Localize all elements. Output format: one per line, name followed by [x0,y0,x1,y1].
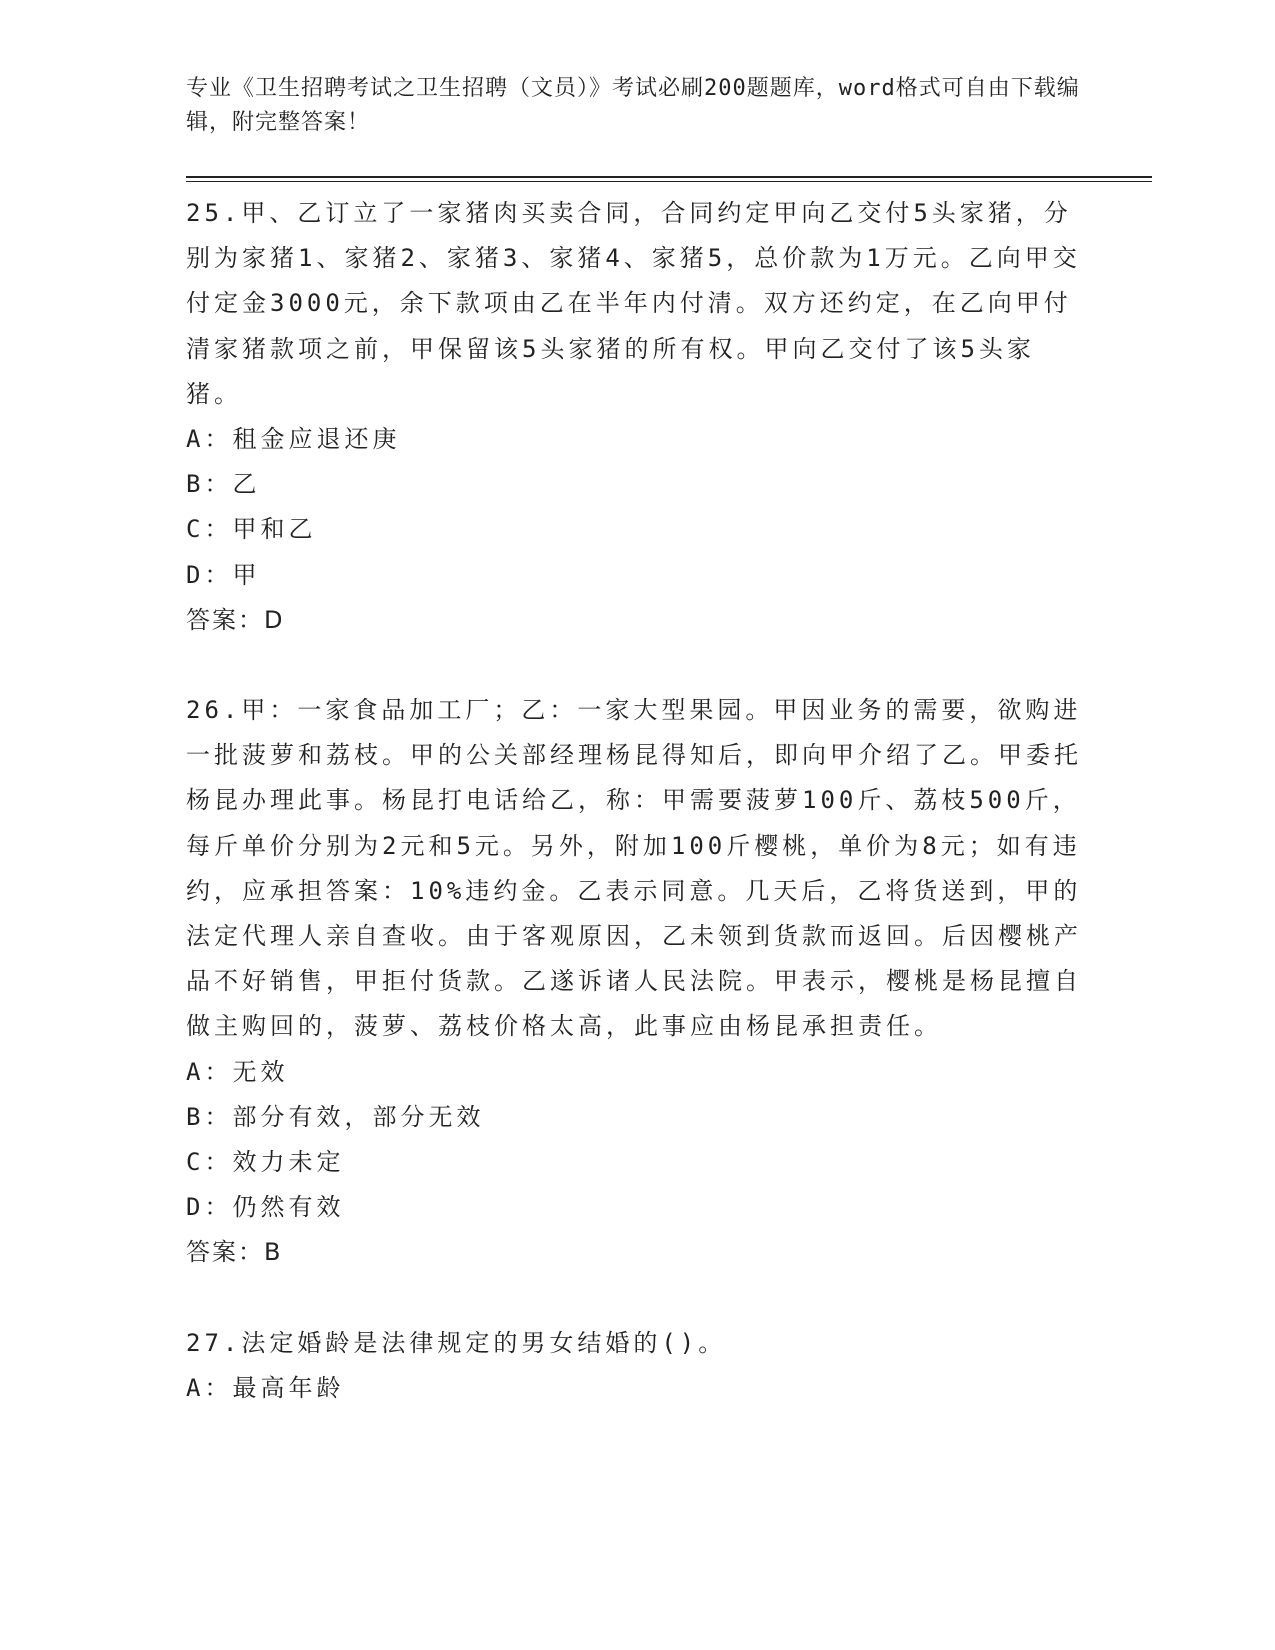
question-27 [186,1321,1086,1411]
option-b: B：乙 [186,470,261,499]
option-c: C：效力未定 [186,1148,345,1177]
question-stem: 25.甲、乙订立了一家猪肉买卖合同，合同约定甲向乙交付5头家猪，分别为家猪1、家猪2、家猪3、家猪4、家猪5，总价款为1万元。乙向甲交付定金3000元，余下款项由乙在半年内付清。双方还约定，在乙向甲付清家猪款项之前，甲保留该5头家猪的所有权。甲向乙交付了该5头家猪。 [186,199,1081,408]
question-26 [186,688,1086,1276]
question-spacer [186,1276,1086,1321]
question-25 [186,191,1086,643]
option-d: D：甲 [186,560,261,589]
option-a: A：租金应退还庚 [186,425,401,454]
answer-line: 答案：B [186,1238,283,1267]
option-d: D：仍然有效 [186,1193,345,1222]
document-header: 专业《卫生招聘考试之卫生招聘（文员）》考试必刷200题题库，word格式可自由下载编辑，附完整答案！ [186,76,1080,135]
question-stem: 27.法定婚龄是法律规定的男女结婚的()。 [186,1328,727,1357]
question-list [186,191,1086,1411]
question-spacer [186,643,1086,688]
header-divider-thick [186,176,1152,178]
question-stem: 26.甲：一家食品加工厂；乙：一家大型果园。甲因业务的需要，欲购进一批菠萝和荔枝。甲的公关部经理杨昆得知后，即向甲介绍了乙。甲委托杨昆办理此事。杨昆打电话给乙，称：甲需要菠萝100斤、荔枝500斤，每斤单价分别为2元和5元。另外，附加100斤樱桃，单价为8元；如有违约，应承担答案：10%违约金。乙表示同意。几天后，乙将货送到，甲的法定代理人亲自查收。由于客观原因，乙未领到货款而返回。后因樱桃产品不好销售，甲拒付货款。乙遂诉诸人民法院。甲表示，樱桃是杨昆擅自做主购回的，菠萝、荔枝价格太高，此事应由杨昆承担责任。 [186,696,1082,1041]
answer-line: 答案：D [186,605,285,634]
option-c: C：甲和乙 [186,515,317,544]
option-b: B：部分有效，部分无效 [186,1102,485,1131]
option-a: A：无效 [186,1057,289,1086]
option-a: A：最高年龄 [186,1373,345,1402]
header-divider-thin [186,181,1152,182]
